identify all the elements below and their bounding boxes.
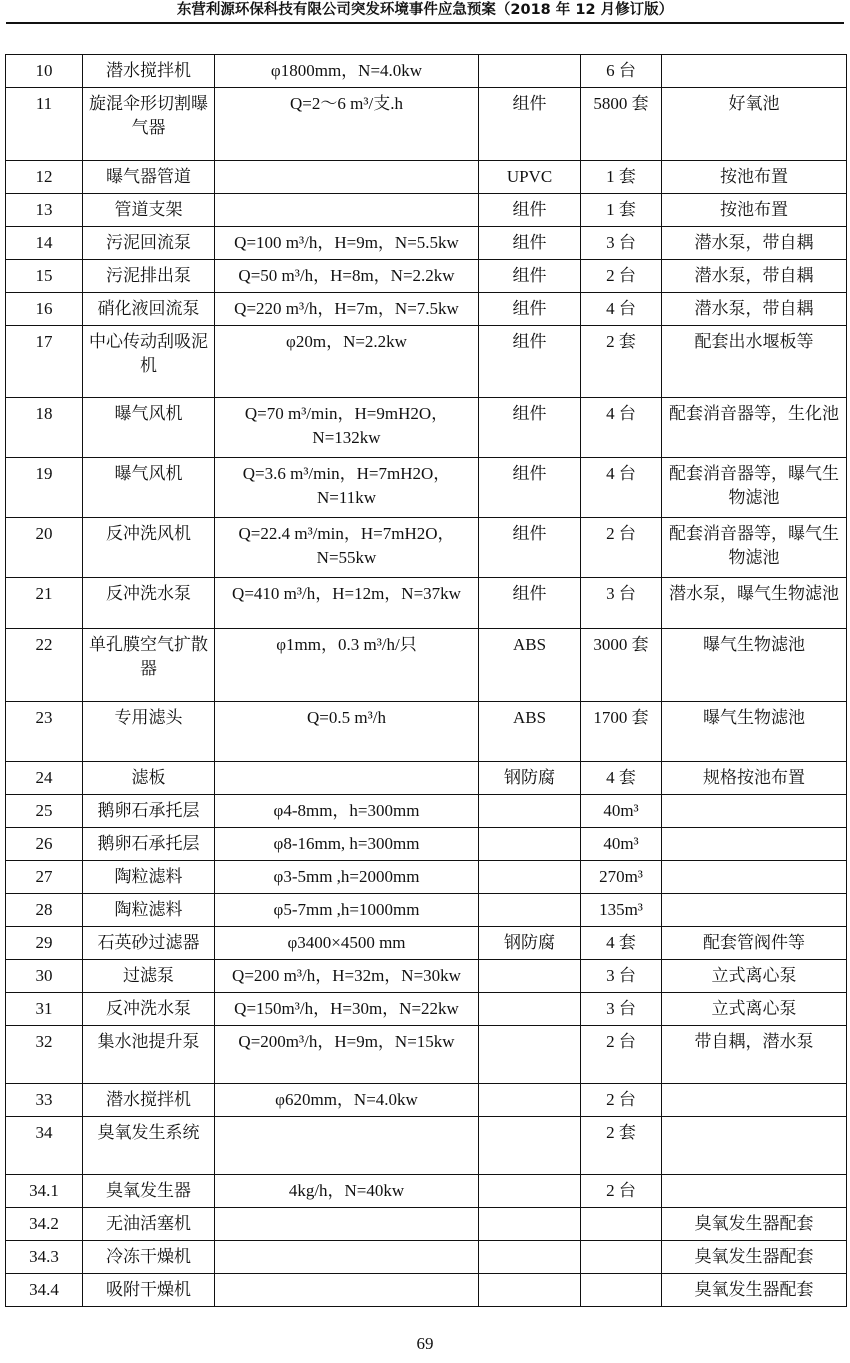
- table-row: [6, 260, 847, 293]
- remarks-cell: [662, 894, 847, 927]
- material-cell: [479, 55, 581, 88]
- row-number-cell: 31: [6, 993, 83, 1026]
- remarks-cell: [662, 1175, 847, 1208]
- material-cell: 组件: [479, 227, 581, 260]
- table-row: [6, 795, 847, 828]
- row-number-cell: 29: [6, 927, 83, 960]
- specification-cell: φ5-7mm ,h=1000mm: [215, 894, 479, 927]
- equipment-name-cell: 过滤泵: [83, 960, 215, 993]
- material-cell: [479, 861, 581, 894]
- quantity-cell: [581, 1241, 662, 1274]
- table-row: [6, 326, 847, 398]
- quantity-cell: 4 台: [581, 293, 662, 326]
- quantity-cell: 4 套: [581, 762, 662, 795]
- quantity-cell: 3 台: [581, 578, 662, 629]
- remarks-cell: 配套管阀件等: [662, 927, 847, 960]
- row-number-cell: 34.4: [6, 1274, 83, 1307]
- specification-cell: Q=410 m³/h，H=12m，N=37kw: [215, 578, 479, 629]
- specification-cell: [215, 762, 479, 795]
- specification-cell: φ3-5mm ,h=2000mm: [215, 861, 479, 894]
- remarks-cell: 配套消音器等，生化池: [662, 398, 847, 458]
- specification-cell: φ3400×4500 mm: [215, 927, 479, 960]
- quantity-cell: 4 台: [581, 398, 662, 458]
- material-cell: 组件: [479, 260, 581, 293]
- row-number-cell: 34: [6, 1117, 83, 1175]
- table-row: [6, 1117, 847, 1175]
- row-number-cell: 10: [6, 55, 83, 88]
- equipment-name-cell: 中心传动刮吸泥机: [83, 326, 215, 398]
- quantity-cell: 1 套: [581, 194, 662, 227]
- table-row: [6, 518, 847, 578]
- material-cell: UPVC: [479, 161, 581, 194]
- material-cell: 组件: [479, 293, 581, 326]
- row-number-cell: 16: [6, 293, 83, 326]
- table-row: [6, 1274, 847, 1307]
- remarks-cell: [662, 55, 847, 88]
- table-row: [6, 861, 847, 894]
- remarks-cell: 潜水泵，带自耦: [662, 293, 847, 326]
- material-cell: 组件: [479, 326, 581, 398]
- equipment-table: [5, 54, 847, 1307]
- specification-cell: φ20m，N=2.2kw: [215, 326, 479, 398]
- quantity-cell: 3 台: [581, 993, 662, 1026]
- table-row: [6, 927, 847, 960]
- material-cell: [479, 795, 581, 828]
- table-row: [6, 828, 847, 861]
- remarks-cell: [662, 861, 847, 894]
- table-row: [6, 993, 847, 1026]
- remarks-cell: [662, 795, 847, 828]
- material-cell: [479, 1117, 581, 1175]
- quantity-cell: [581, 1274, 662, 1307]
- row-number-cell: 34.3: [6, 1241, 83, 1274]
- row-number-cell: 19: [6, 458, 83, 518]
- quantity-cell: 2 台: [581, 260, 662, 293]
- specification-cell: [215, 1274, 479, 1307]
- row-number-cell: 20: [6, 518, 83, 578]
- equipment-name-cell: 曝气风机: [83, 398, 215, 458]
- row-number-cell: 21: [6, 578, 83, 629]
- row-number-cell: 26: [6, 828, 83, 861]
- equipment-name-cell: 污泥回流泵: [83, 227, 215, 260]
- quantity-cell: [581, 1208, 662, 1241]
- remarks-cell: 立式离心泵: [662, 960, 847, 993]
- table-row: [6, 1241, 847, 1274]
- quantity-cell: 40m³: [581, 795, 662, 828]
- quantity-cell: 270m³: [581, 861, 662, 894]
- row-number-cell: 30: [6, 960, 83, 993]
- equipment-name-cell: 冷冻干燥机: [83, 1241, 215, 1274]
- material-cell: [479, 1208, 581, 1241]
- row-number-cell: 23: [6, 702, 83, 762]
- equipment-name-cell: 潜水搅拌机: [83, 1084, 215, 1117]
- equipment-name-cell: 鹅卵石承托层: [83, 795, 215, 828]
- remarks-cell: 潜水泵，带自耦: [662, 227, 847, 260]
- material-cell: ABS: [479, 629, 581, 702]
- specification-cell: Q=200m³/h，H=9m，N=15kw: [215, 1026, 479, 1084]
- specification-cell: Q=2～6 m³/支.h: [215, 88, 479, 161]
- quantity-cell: 4 套: [581, 927, 662, 960]
- equipment-name-cell: 单孔膜空气扩散器: [83, 629, 215, 702]
- remarks-cell: 臭氧发生器配套: [662, 1274, 847, 1307]
- material-cell: 组件: [479, 578, 581, 629]
- specification-cell: [215, 1117, 479, 1175]
- material-cell: [479, 1175, 581, 1208]
- table-row: [6, 227, 847, 260]
- specification-cell: φ620mm，N=4.0kw: [215, 1084, 479, 1117]
- header-divider: [6, 22, 844, 24]
- quantity-cell: 2 台: [581, 1175, 662, 1208]
- remarks-cell: 配套消音器等，曝气生物滤池: [662, 458, 847, 518]
- remarks-cell: 按池布置: [662, 194, 847, 227]
- equipment-name-cell: 集水池提升泵: [83, 1026, 215, 1084]
- table-row: [6, 458, 847, 518]
- specification-cell: Q=0.5 m³/h: [215, 702, 479, 762]
- remarks-cell: 臭氧发生器配套: [662, 1241, 847, 1274]
- material-cell: [479, 894, 581, 927]
- row-number-cell: 12: [6, 161, 83, 194]
- table-row: [6, 762, 847, 795]
- equipment-name-cell: 滤板: [83, 762, 215, 795]
- quantity-cell: 40m³: [581, 828, 662, 861]
- material-cell: [479, 1241, 581, 1274]
- row-number-cell: 34.2: [6, 1208, 83, 1241]
- quantity-cell: 6 台: [581, 55, 662, 88]
- material-cell: [479, 828, 581, 861]
- remarks-cell: [662, 1117, 847, 1175]
- quantity-cell: 2 台: [581, 1084, 662, 1117]
- specification-cell: φ4-8mm，h=300mm: [215, 795, 479, 828]
- equipment-name-cell: 管道支架: [83, 194, 215, 227]
- row-number-cell: 17: [6, 326, 83, 398]
- quantity-cell: 4 台: [581, 458, 662, 518]
- material-cell: [479, 1026, 581, 1084]
- table-row: [6, 1084, 847, 1117]
- table-row: [6, 88, 847, 161]
- remarks-cell: 立式离心泵: [662, 993, 847, 1026]
- page-header: 东营利源环保科技有限公司突发环境事件应急预案（2018 年 12 月修订版）: [176, 2, 674, 18]
- material-cell: 钢防腐: [479, 762, 581, 795]
- material-cell: [479, 1274, 581, 1307]
- table-row: [6, 194, 847, 227]
- equipment-name-cell: 陶粒滤料: [83, 894, 215, 927]
- specification-cell: Q=3.6 m³/min，H=7mH2O，N=11kw: [215, 458, 479, 518]
- equipment-name-cell: 无油活塞机: [83, 1208, 215, 1241]
- remarks-cell: 臭氧发生器配套: [662, 1208, 847, 1241]
- equipment-name-cell: 鹅卵石承托层: [83, 828, 215, 861]
- table-row: [6, 161, 847, 194]
- equipment-name-cell: 反冲洗水泵: [83, 578, 215, 629]
- remarks-cell: 带自耦，潜水泵: [662, 1026, 847, 1084]
- material-cell: [479, 993, 581, 1026]
- remarks-cell: 好氧池: [662, 88, 847, 161]
- specification-cell: Q=100 m³/h，H=9m，N=5.5kw: [215, 227, 479, 260]
- equipment-name-cell: 反冲洗风机: [83, 518, 215, 578]
- specification-cell: Q=150m³/h，H=30m，N=22kw: [215, 993, 479, 1026]
- row-number-cell: 27: [6, 861, 83, 894]
- specification-cell: φ1800mm，N=4.0kw: [215, 55, 479, 88]
- row-number-cell: 11: [6, 88, 83, 161]
- equipment-name-cell: 污泥排出泵: [83, 260, 215, 293]
- equipment-name-cell: 臭氧发生器: [83, 1175, 215, 1208]
- remarks-cell: 曝气生物滤池: [662, 629, 847, 702]
- quantity-cell: 2 台: [581, 518, 662, 578]
- table-row: [6, 894, 847, 927]
- row-number-cell: 13: [6, 194, 83, 227]
- material-cell: 组件: [479, 398, 581, 458]
- quantity-cell: 3000 套: [581, 629, 662, 702]
- material-cell: ABS: [479, 702, 581, 762]
- equipment-name-cell: 吸附干燥机: [83, 1274, 215, 1307]
- row-number-cell: 22: [6, 629, 83, 702]
- specification-cell: φ1mm，0.3 m³/h/只: [215, 629, 479, 702]
- remarks-cell: 配套消音器等，曝气生物滤池: [662, 518, 847, 578]
- specification-cell: 4kg/h，N=40kw: [215, 1175, 479, 1208]
- quantity-cell: 1700 套: [581, 702, 662, 762]
- quantity-cell: 1 套: [581, 161, 662, 194]
- material-cell: 组件: [479, 518, 581, 578]
- equipment-name-cell: 曝气风机: [83, 458, 215, 518]
- equipment-name-cell: 潜水搅拌机: [83, 55, 215, 88]
- remarks-cell: 曝气生物滤池: [662, 702, 847, 762]
- table-row: [6, 398, 847, 458]
- material-cell: 组件: [479, 88, 581, 161]
- table-row: [6, 1208, 847, 1241]
- material-cell: 组件: [479, 194, 581, 227]
- specification-cell: [215, 1208, 479, 1241]
- row-number-cell: 34.1: [6, 1175, 83, 1208]
- quantity-cell: 2 台: [581, 1026, 662, 1084]
- equipment-name-cell: 专用滤头: [83, 702, 215, 762]
- row-number-cell: 15: [6, 260, 83, 293]
- remarks-cell: 规格按池布置: [662, 762, 847, 795]
- remarks-cell: 按池布置: [662, 161, 847, 194]
- equipment-name-cell: 反冲洗水泵: [83, 993, 215, 1026]
- row-number-cell: 24: [6, 762, 83, 795]
- specification-cell: [215, 1241, 479, 1274]
- remarks-cell: [662, 1084, 847, 1117]
- specification-cell: Q=200 m³/h，H=32m，N=30kw: [215, 960, 479, 993]
- quantity-cell: 2 套: [581, 326, 662, 398]
- table-row: [6, 1175, 847, 1208]
- table-row: [6, 1026, 847, 1084]
- material-cell: 钢防腐: [479, 927, 581, 960]
- row-number-cell: 32: [6, 1026, 83, 1084]
- specification-cell: Q=50 m³/h，H=8m，N=2.2kw: [215, 260, 479, 293]
- equipment-name-cell: 硝化液回流泵: [83, 293, 215, 326]
- row-number-cell: 28: [6, 894, 83, 927]
- specification-cell: φ8-16mm, h=300mm: [215, 828, 479, 861]
- table-row: [6, 578, 847, 629]
- equipment-name-cell: 臭氧发生系统: [83, 1117, 215, 1175]
- quantity-cell: 3 台: [581, 960, 662, 993]
- material-cell: [479, 960, 581, 993]
- remarks-cell: [662, 828, 847, 861]
- specification-cell: [215, 161, 479, 194]
- equipment-name-cell: 陶粒滤料: [83, 861, 215, 894]
- specification-cell: Q=22.4 m³/min，H=7mH2O，N=55kw: [215, 518, 479, 578]
- specification-cell: Q=70 m³/min，H=9mH2O，N=132kw: [215, 398, 479, 458]
- material-cell: 组件: [479, 458, 581, 518]
- quantity-cell: 135m³: [581, 894, 662, 927]
- remarks-cell: 配套出水堰板等: [662, 326, 847, 398]
- remarks-cell: 潜水泵，带自耦: [662, 260, 847, 293]
- table-row: [6, 960, 847, 993]
- row-number-cell: 33: [6, 1084, 83, 1117]
- remarks-cell: 潜水泵，曝气生物滤池: [662, 578, 847, 629]
- quantity-cell: 3 台: [581, 227, 662, 260]
- specification-cell: Q=220 m³/h，H=7m，N=7.5kw: [215, 293, 479, 326]
- equipment-name-cell: 旋混伞形切割曝气器: [83, 88, 215, 161]
- equipment-name-cell: 曝气器管道: [83, 161, 215, 194]
- row-number-cell: 18: [6, 398, 83, 458]
- table-row: [6, 702, 847, 762]
- table-row: [6, 293, 847, 326]
- table-row: [6, 629, 847, 702]
- table-row: [6, 55, 847, 88]
- page-number: 69: [416, 1334, 434, 1353]
- material-cell: [479, 1084, 581, 1117]
- specification-cell: [215, 194, 479, 227]
- quantity-cell: 2 套: [581, 1117, 662, 1175]
- equipment-name-cell: 石英砂过滤器: [83, 927, 215, 960]
- quantity-cell: 5800 套: [581, 88, 662, 161]
- row-number-cell: 25: [6, 795, 83, 828]
- row-number-cell: 14: [6, 227, 83, 260]
